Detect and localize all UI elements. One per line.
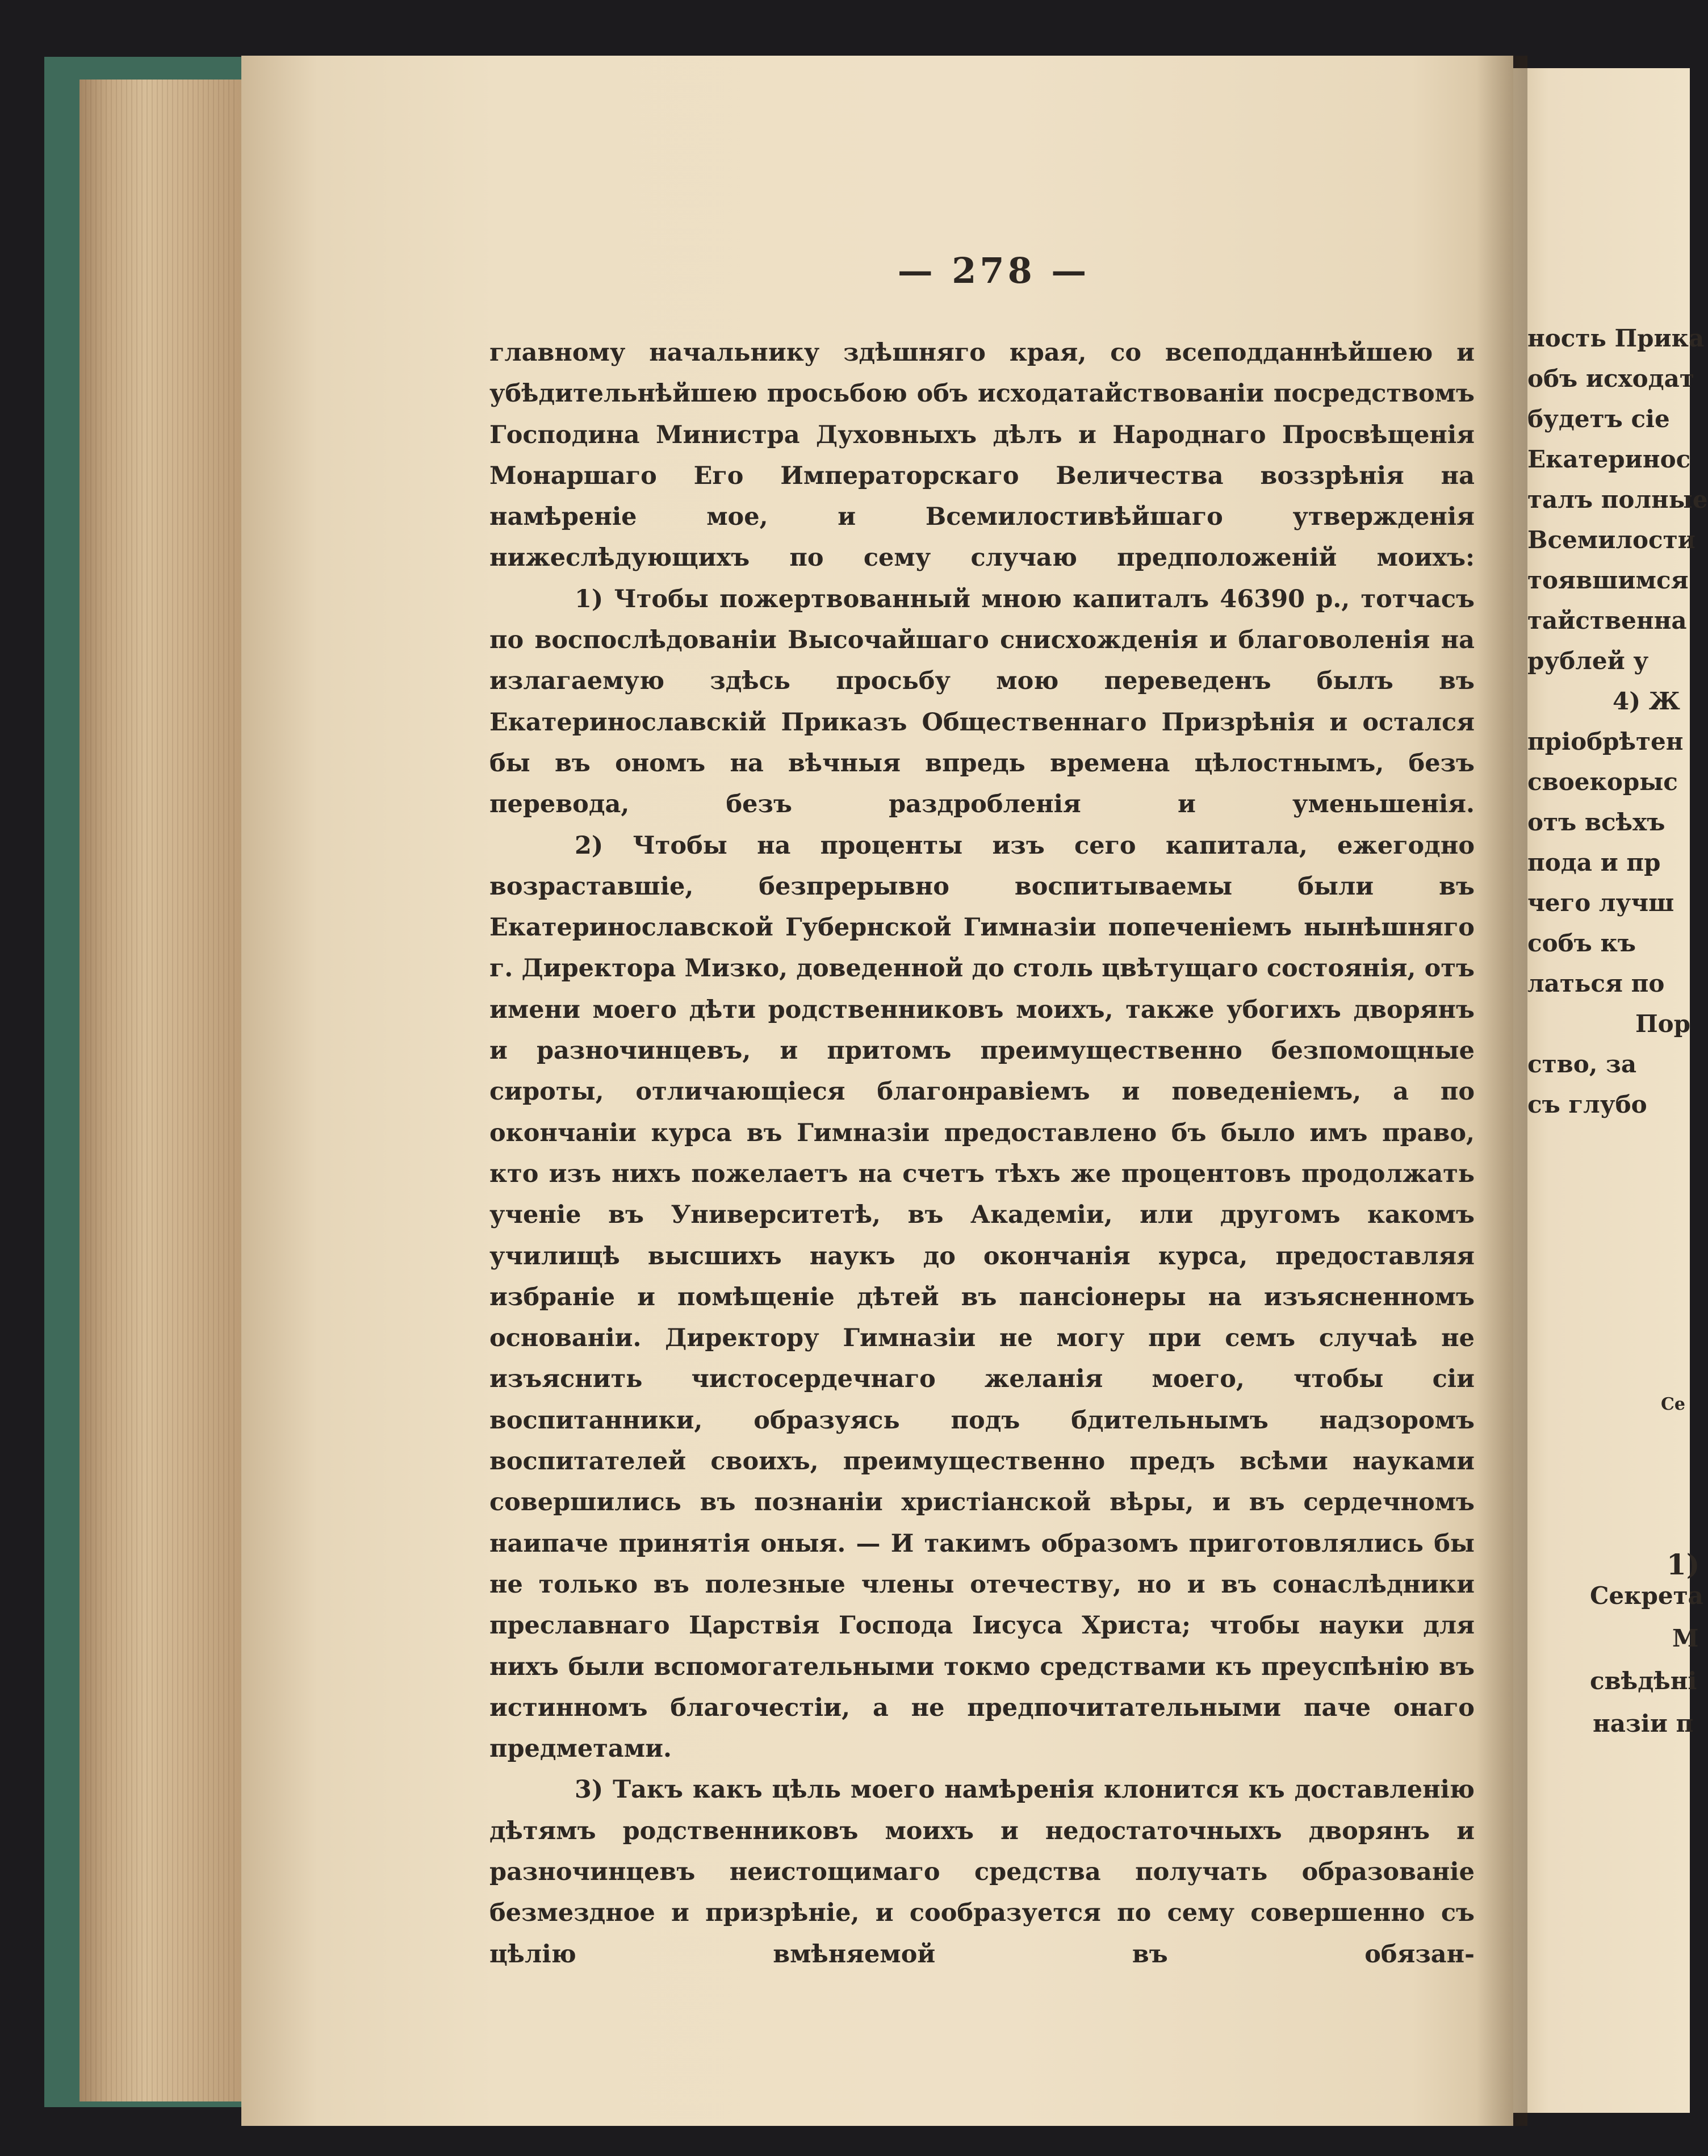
right-line: талъ полные [1527,486,1708,513]
right-line: 4) Ж [1613,687,1680,715]
right-line: чего лучш [1527,889,1674,917]
paragraph-intro: главному начальнику здѣшняго края, со всеподданнѣйшею и убѣдительнѣйшею просьбою объ исходатайствованіи посредствомъ Господина Министра Духовныхъ дѣлъ и Народнаго Просвѣщенія Монаршаго Его Императорскаго Величества воззрѣнія на намѣреніе мое, и Всемилостивѣйшаго утвержденія нижеслѣдующихъ по сему случаю предположеній моихъ: [489,339,1475,573]
right-line: своекорыс [1527,768,1678,796]
right-fragment: Секрета [1590,1582,1703,1610]
paragraph-item-3: 3) Такъ какъ цѣль моего намѣренія клонится къ доставленію дѣтямъ родственниковъ моихъ и недостаточныхъ дворянъ и разночинцевъ неистощимаго средства получать образованіе безмездное и призрѣніе, и сообразуется по сему совершенно съ цѣлію вмѣняемой въ обязан- [489,1775,1475,1969]
book-gutter-shadow [1476,56,1527,2126]
right-line: пода и пр [1527,849,1661,876]
right-fragment: Се [1661,1394,1685,1414]
right-fragment: свѣдѣні [1590,1667,1697,1695]
right-line: собъ къ [1527,929,1636,957]
page-number: — 278 — [897,250,1090,291]
right-line: пріобрѣтен [1527,728,1684,755]
right-fragment: 1) [1667,1548,1700,1581]
right-line: ность Прика [1527,324,1705,352]
right-line: отъ всѣхъ [1527,808,1665,836]
page-edge-lines [85,80,238,2101]
right-line: ство, за [1527,1050,1637,1078]
right-line: тайственна [1527,607,1687,634]
right-fragment: М [1672,1624,1699,1652]
right-line: Пор [1635,1010,1691,1038]
main-text-block [489,332,1475,1975]
right-line: съ глубо [1527,1090,1647,1118]
right-line: рублей у [1527,647,1649,675]
right-page-text [1527,318,1708,1125]
paragraph-item-2: 2) Чтобы на проценты изъ сего капитала, ежегодно возраставшіе, безпрерывно воспитываемы были въ Екатеринославской Губернской Гимназіи попеченіемъ нынѣшняго г. Директора Мизко, доведенной до столь цвѣтущаго состоянія, отъ имени моего дѣти родственниковъ моихъ, также убогихъ дворянъ и разночинцевъ, и притомъ преимущественно безпомощные сироты, отличающіеся благонравіемъ и поведеніемъ, а по окончаніи курса въ Гимназіи предоставлено бъ было имъ право, кто изъ нихъ пожелаетъ на счетъ тѣхъ же процентовъ продолжать ученіе въ Университетѣ, въ Академіи, или другомъ какомъ училищѣ высшихъ наукъ до окончанія курса, предоставляя избраніе и помѣщеніе дѣтей въ пансіонеры на изъясненномъ основаніи. Директору Гимназіи не могу при семъ случаѣ не изъяснить чистосердечнаго желанія моего, чтобы сіи воспитанники, образуясь подъ бдительнымъ надзоромъ воспитателей своихъ, преимущественно предъ всѣми науками совершились въ познаніи христіанской вѣры, и въ сердечномъ наипаче принятія оныя. — И такимъ образомъ приготовлялись бы не только въ полезные члены отечеству, но и въ сонаслѣдники преславнаго Царствія Господа Іисуса Христа; чтобы науки для нихъ были вспомогательными токмо средствами къ преуспѣнію въ истинномъ благочестіи, а не предпочитательными паче онаго предметами. [489,831,1475,1764]
right-line: тоявшимся [1527,566,1689,594]
right-line: Всемилости [1527,526,1696,554]
right-line: Екатеринос [1527,445,1691,473]
right-fragment: назіи п [1593,1710,1694,1737]
right-line: объ исходат [1527,365,1694,392]
right-line: будетъ сіе [1527,405,1670,433]
paragraph-item-1: 1) Чтобы пожертвованный мною капиталъ 46390 р., тотчасъ по воспослѣдованіи Высочайшаго снисхожденія и благоволенія на излагаемую здѣсь просьбу мою переведенъ былъ въ Екатеринославскій Приказъ Общественнаго Призрѣнія и остался бы въ ономъ на вѣчныя впредь времена цѣлостнымъ, безъ перевода, безъ раздробленія и уменьшенія. [489,584,1475,819]
right-line: латься по [1527,970,1665,997]
